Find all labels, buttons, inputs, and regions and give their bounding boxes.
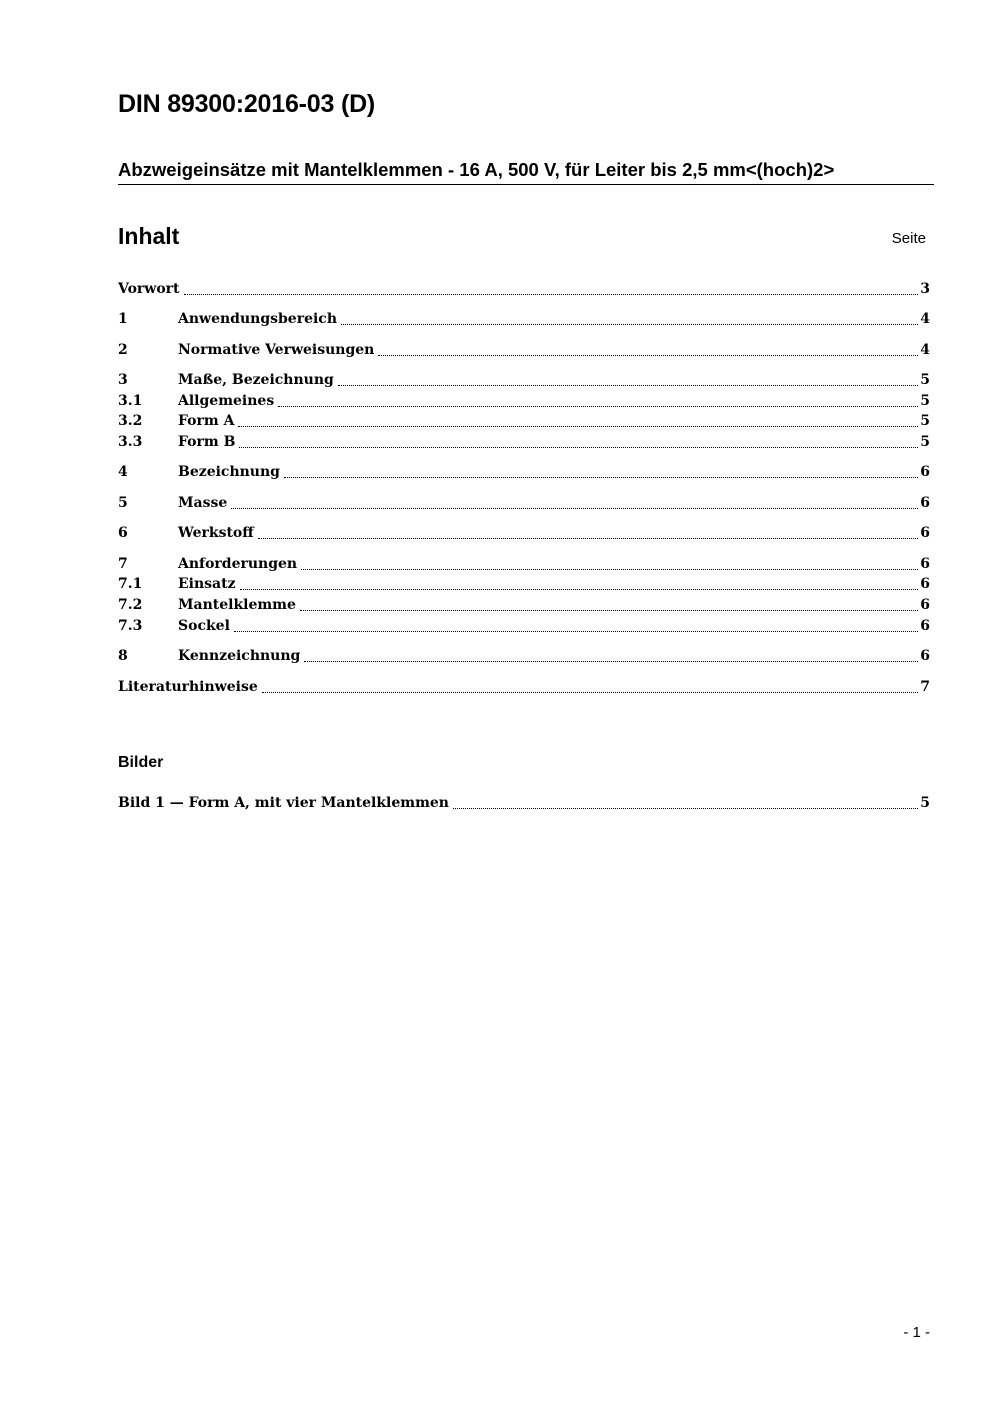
toc-entry-page: 5 bbox=[920, 372, 930, 388]
toc-leader bbox=[338, 384, 918, 386]
toc-entry-number: 3 bbox=[118, 372, 128, 388]
toc-entry-page: 5 bbox=[920, 393, 930, 409]
toc-leader bbox=[341, 323, 918, 325]
toc-entry-number: 3.3 bbox=[118, 434, 143, 450]
toc-leader bbox=[378, 354, 918, 356]
toc-entry[interactable] bbox=[118, 433, 930, 452]
toc-entry-page: 6 bbox=[920, 556, 930, 572]
toc-entry-number: 6 bbox=[118, 525, 128, 541]
document-title: DIN 89300:2016-03 (D) bbox=[118, 90, 376, 118]
toc-leader bbox=[262, 691, 919, 693]
toc-leader bbox=[231, 507, 918, 509]
toc-entry-title: Normative Verweisungen bbox=[178, 342, 375, 358]
toc-entry-title: Sockel bbox=[178, 618, 230, 634]
toc-entry[interactable] bbox=[118, 596, 930, 615]
page-number: - 1 - bbox=[903, 1324, 930, 1341]
toc-entry-title: Kennzeichnung bbox=[178, 648, 301, 664]
toc-leader bbox=[284, 476, 918, 478]
toc-entry-page: 4 bbox=[920, 342, 930, 358]
toc-entry-title: Vorwort bbox=[118, 281, 180, 297]
toc-entry-title: Allgemeines bbox=[178, 393, 275, 409]
toc-entry[interactable] bbox=[118, 280, 930, 299]
toc-entry[interactable] bbox=[118, 341, 930, 360]
figure-entry-page: 5 bbox=[920, 795, 930, 811]
document-subtitle: Abzweigeinsätze mit Mantelklemmen - 16 A, 500 V, für Leiter bis 2,5 mm<(hoch)2> bbox=[118, 158, 934, 185]
toc-entry[interactable] bbox=[118, 494, 930, 513]
toc-entry-page: 7 bbox=[920, 679, 930, 695]
toc-entry[interactable] bbox=[118, 575, 930, 594]
toc-leader bbox=[238, 425, 918, 427]
toc-entry[interactable] bbox=[118, 392, 930, 411]
toc-entry-page: 6 bbox=[920, 648, 930, 664]
toc-entry-page: 6 bbox=[920, 525, 930, 541]
toc-entry-title: Literaturhinweise bbox=[118, 679, 258, 695]
toc-entry-number: 7.3 bbox=[118, 618, 143, 634]
figures-heading: Bilder bbox=[118, 754, 164, 771]
toc-entry-page: 5 bbox=[920, 434, 930, 450]
toc-leader bbox=[304, 660, 918, 662]
toc-leader bbox=[300, 609, 918, 611]
toc-entry-title: Mantelklemme bbox=[178, 597, 296, 613]
toc-entry[interactable] bbox=[118, 463, 930, 482]
toc-entry-title: Form B bbox=[178, 434, 236, 450]
toc-entry-page: 6 bbox=[920, 618, 930, 634]
toc-leader bbox=[234, 630, 918, 632]
toc-entry-page: 5 bbox=[920, 413, 930, 429]
toc-leader bbox=[278, 405, 918, 407]
toc-entry[interactable] bbox=[118, 310, 930, 329]
toc-entry-page: 6 bbox=[920, 576, 930, 592]
toc-entry-title: Form A bbox=[178, 413, 235, 429]
toc-entry-page: 6 bbox=[920, 495, 930, 511]
toc-entry-number: 7.1 bbox=[118, 576, 143, 592]
toc-entry[interactable] bbox=[118, 617, 930, 636]
toc-entry[interactable] bbox=[118, 647, 930, 666]
toc-entry-number: 7 bbox=[118, 556, 128, 572]
toc-leader bbox=[258, 537, 919, 539]
toc-entry-title: Masse bbox=[178, 495, 228, 511]
toc-entry-number: 7.2 bbox=[118, 597, 143, 613]
toc-entry-number: 1 bbox=[118, 311, 128, 327]
toc-entry-title: Maße, Bezeichnung bbox=[178, 372, 334, 388]
toc-entry-page: 6 bbox=[920, 597, 930, 613]
toc-entry-title: Anwendungsbereich bbox=[178, 311, 337, 327]
toc-entry[interactable] bbox=[118, 678, 930, 697]
toc-leader bbox=[301, 568, 918, 570]
toc-entry-page: 4 bbox=[920, 311, 930, 327]
toc-entry-title: Werkstoff bbox=[178, 525, 254, 541]
toc-leader bbox=[240, 588, 919, 590]
toc-entry-number: 4 bbox=[118, 464, 128, 480]
toc-entry-title: Einsatz bbox=[178, 576, 236, 592]
toc-entry-number: 3.1 bbox=[118, 393, 143, 409]
toc-leader bbox=[453, 807, 918, 809]
toc-entry-title: Anforderungen bbox=[178, 556, 298, 572]
toc-page-column-label: Seite bbox=[891, 230, 926, 247]
toc-entry[interactable] bbox=[118, 412, 930, 431]
figure-entry[interactable] bbox=[118, 794, 930, 813]
toc-entry[interactable] bbox=[118, 555, 930, 574]
toc-entry-number: 3.2 bbox=[118, 413, 143, 429]
toc-leader bbox=[239, 446, 918, 448]
toc-entry-page: 3 bbox=[920, 281, 930, 297]
toc-entry[interactable] bbox=[118, 524, 930, 543]
figure-entry-title: Bild 1 — Form A, mit vier Mantelklemmen bbox=[118, 795, 449, 811]
toc-entry[interactable] bbox=[118, 371, 930, 390]
toc-entry-page: 6 bbox=[920, 464, 930, 480]
toc-entry-number: 5 bbox=[118, 495, 128, 511]
toc-entry-number: 2 bbox=[118, 342, 128, 358]
toc-heading: Inhalt bbox=[118, 223, 180, 249]
toc-entry-number: 8 bbox=[118, 648, 128, 664]
toc-leader bbox=[184, 293, 919, 295]
toc-entry-title: Bezeichnung bbox=[178, 464, 280, 480]
